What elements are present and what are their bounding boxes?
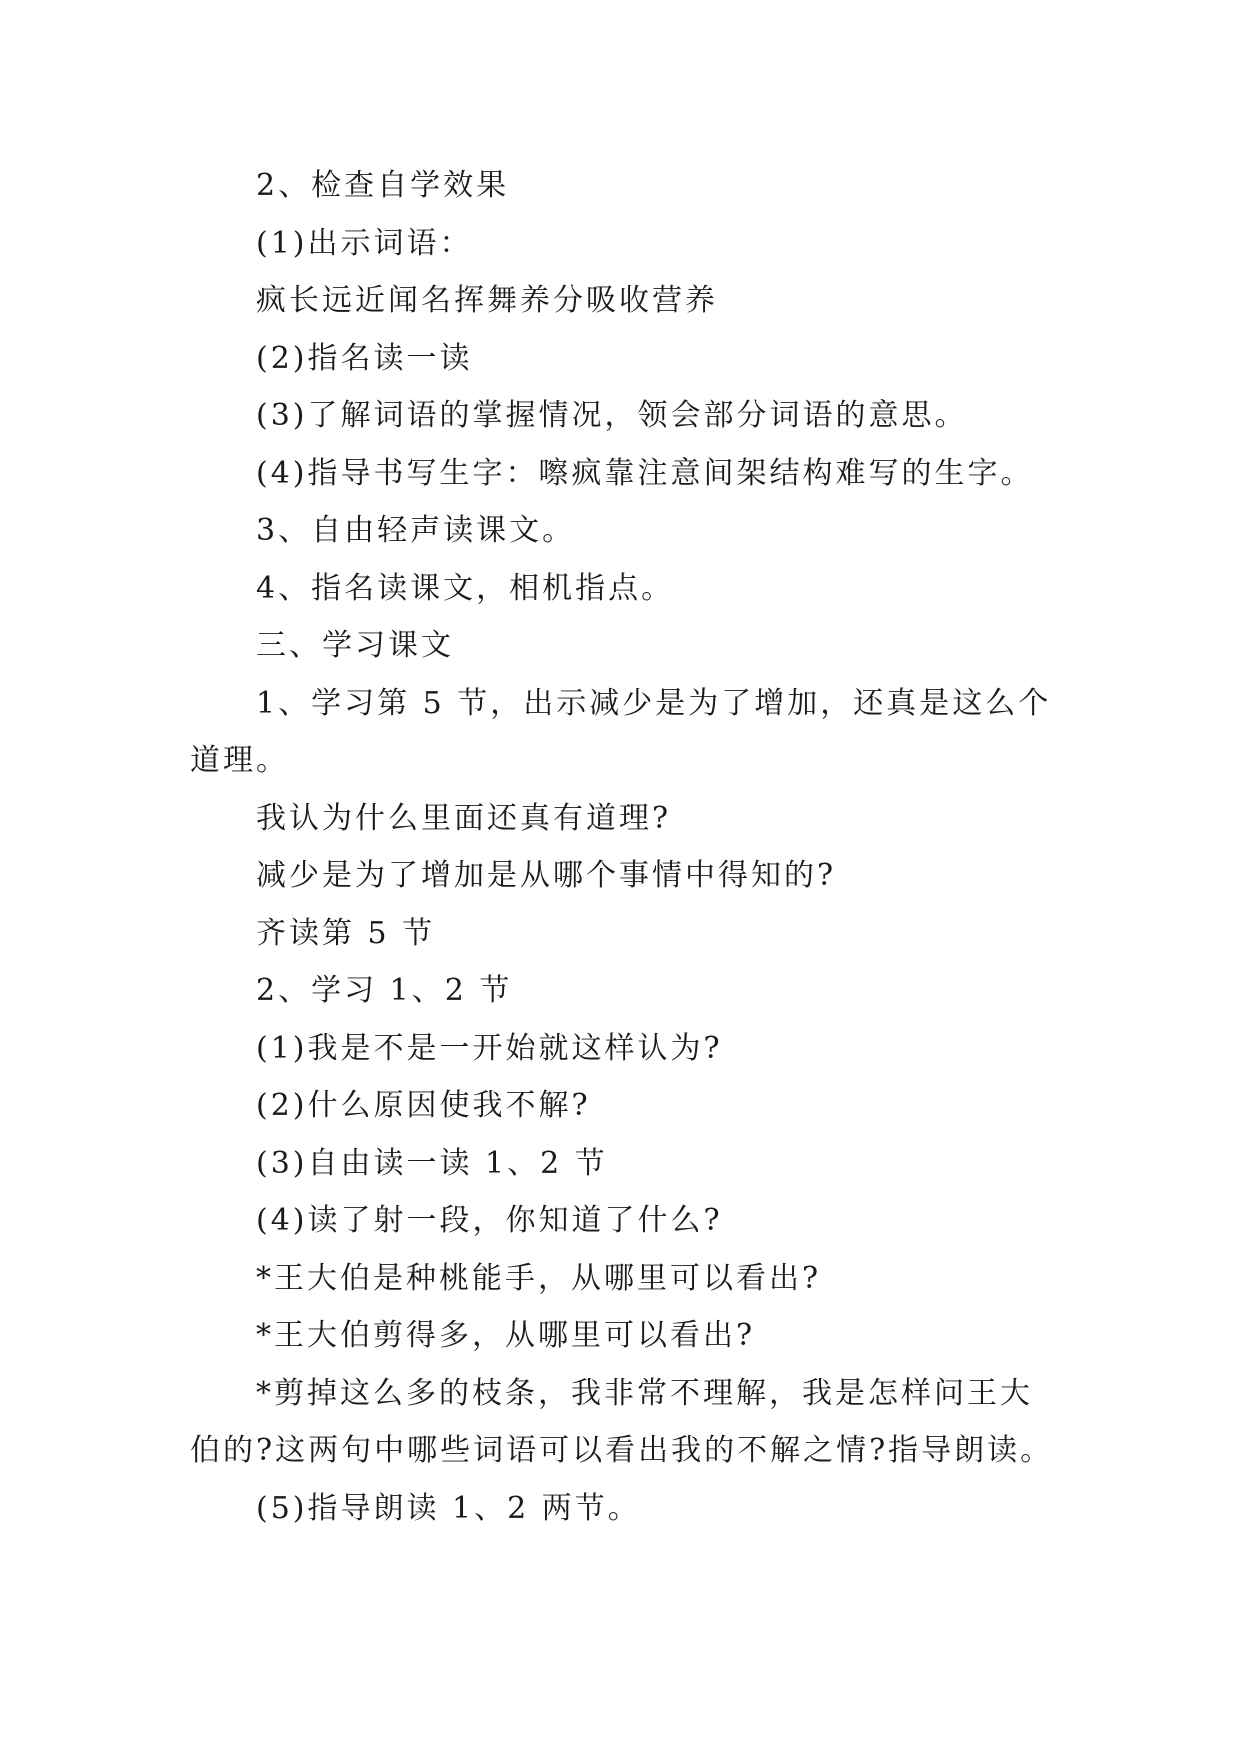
text-line: (2)什么原因使我不解? <box>256 1088 591 1123</box>
text-line: 2、检查自学效果 <box>256 168 510 203</box>
section-heading: 三、学习课文 <box>256 628 454 663</box>
text-line: (2)指名读一读 <box>256 341 473 376</box>
text-line: 1、学习第 5 节，出示减少是为了增加，还真是这么个 <box>256 686 1052 721</box>
text-line: 3、自由轻声读课文。 <box>256 513 576 548</box>
text-line: 减少是为了增加是从哪个事情中得知的? <box>256 858 837 893</box>
text-line-continuation: 伯的?这两句中哪些词语可以看出我的不解之情?指导朗读。 <box>190 1433 1054 1468</box>
text-line: *剪掉这么多的枝条，我非常不理解，我是怎样问王大 <box>256 1376 1033 1411</box>
text-line: (3)自由读一读 1、2 节 <box>256 1146 608 1181</box>
text-line-continuation: 道理。 <box>190 743 289 778</box>
text-line: (1)我是不是一开始就这样认为? <box>256 1031 723 1066</box>
text-line: (4)指导书写生字：嚓疯靠注意间架结构难写的生字。 <box>256 456 1034 491</box>
text-line: *王大伯是种桃能手，从哪里可以看出? <box>256 1261 822 1296</box>
text-line: 我认为什么里面还真有道理? <box>256 801 672 836</box>
text-line: (4)读了射一段，你知道了什么? <box>256 1203 723 1238</box>
text-line: 齐读第 5 节 <box>256 916 436 951</box>
text-line: (1)出示词语： <box>256 226 473 261</box>
text-line: *王大伯剪得多，从哪里可以看出? <box>256 1318 756 1353</box>
text-line: (5)指导朗读 1、2 两节。 <box>256 1491 641 1526</box>
text-line: (3)了解词语的掌握情况，领会部分词语的意思。 <box>256 398 968 433</box>
text-line: 4、指名读课文，相机指点。 <box>256 571 675 606</box>
text-line: 2、学习 1、2 节 <box>256 973 513 1008</box>
text-line: 疯长远近闻名挥舞养分吸收营养 <box>256 283 718 318</box>
